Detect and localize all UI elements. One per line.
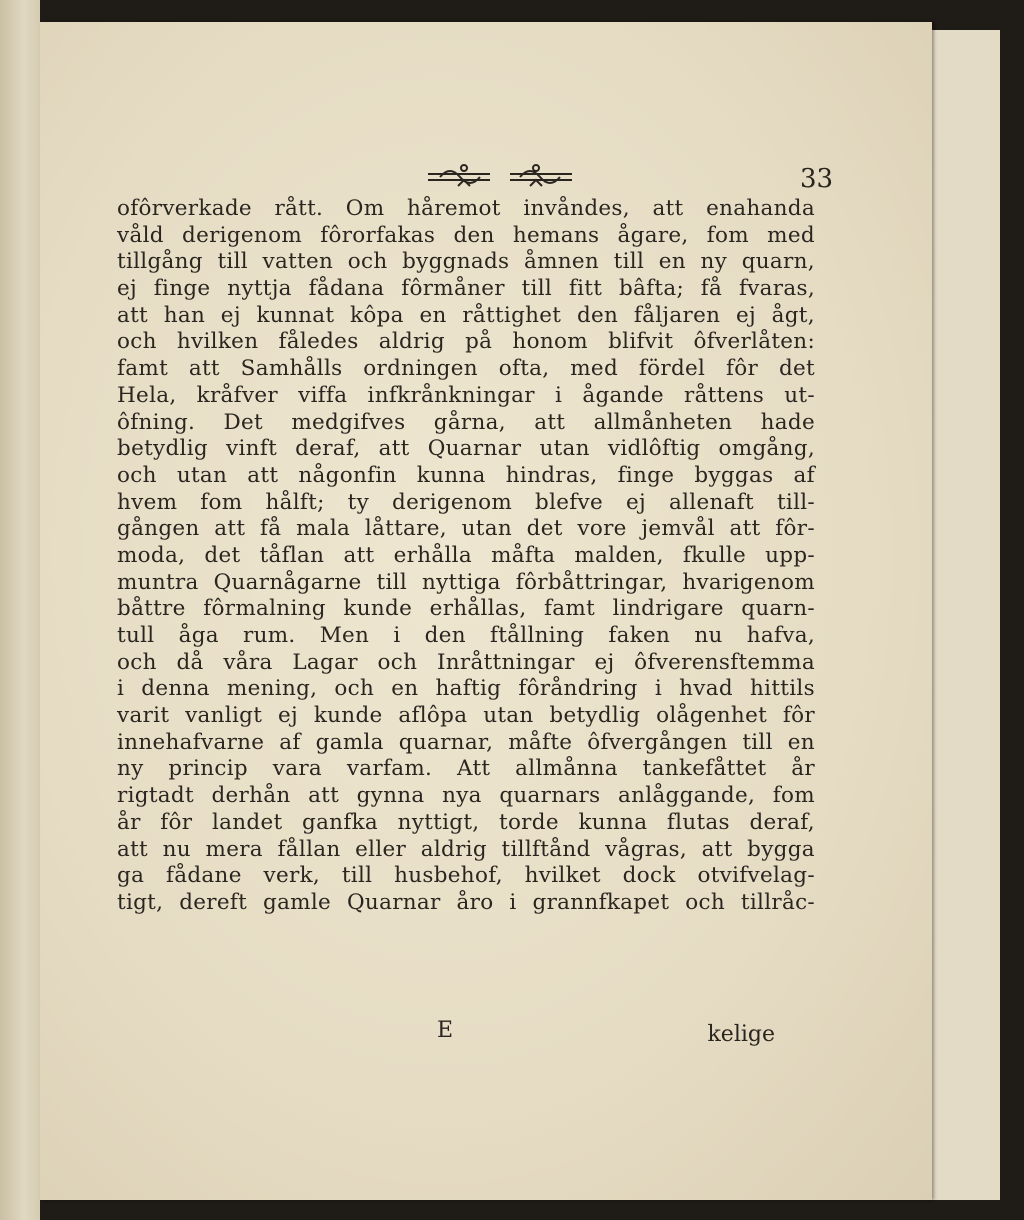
catchword: kelige: [707, 1022, 775, 1047]
text-line: tillgång till vatten och byggnads åmnen till en ny quarn,: [117, 249, 815, 275]
text-line: i denna mening, och en haftig fôråndring i hvad hittils: [117, 676, 815, 702]
text-line: famt att Samhålls ordningen ofta, med fördel fôr det: [117, 356, 815, 382]
underlying-page-edge: [920, 30, 1000, 1200]
text-line: innehafvarne af gamla quarnar, måfte ôfvergången till en: [117, 729, 815, 755]
text-line: att han ej kunnat kôpa en råttighet den fåljaren ej ågt,: [117, 302, 815, 328]
text-line: varit vanligt ej kunde aflôpa utan betydlig olågenhet fôr: [117, 703, 815, 729]
text-line: Hela, kråfver viffa infkrånkningar i ågande råttens ut-: [117, 382, 815, 408]
text-line: ofôrverkade rått. Om håremot invåndes, att enahanda: [117, 196, 815, 221]
text-line: och utan att någonfin kunna hindras, finge byggas af: [117, 462, 815, 488]
text-line: tull åga rum. Men i den ftållning faken nu hafva,: [117, 623, 815, 648]
printer-ornament-icon: [420, 160, 580, 194]
page-footer: [117, 1018, 815, 1048]
text-line: och då våra Lagar och Inråttningar ej ôfverensftemma: [117, 649, 815, 675]
text-line: rigtadt derhån att gynna nya quarnars anlåggande, fom: [117, 783, 815, 809]
text-line: ej finge nyttja fådana fôrmåner till fitt bâfta; få fvaras,: [117, 276, 815, 302]
text-line: våld derigenom fôrorfakas den hemans ågare, fom med: [117, 222, 815, 248]
text-line: muntra Quarnågarne till nyttiga fôrbåttringar, hvarigenom: [117, 569, 815, 595]
text-line: år fôr landet ganfka nyttigt, torde kunna flutas deraf,: [117, 809, 815, 835]
facing-page-edge: [0, 0, 40, 1220]
text-line: ga fådane verk, till husbehof, hvilket dock otvifvelag-: [117, 863, 815, 889]
text-line: båttre fôrmalning kunde erhållas, famt lindrigare quarn-: [117, 596, 815, 622]
text-line: tigt, dereft gamle Quarnar åro i grannfkapet och tillråc-: [117, 889, 815, 915]
text-line: ny princip vara varfam. Att allmånna tankefåttet år: [117, 756, 815, 782]
text-line: ôfning. Det medgifves gårna, att allmånheten hade: [117, 409, 815, 435]
text-line: att nu mera fållan eller aldrig tillftånd vågras, att bygga: [117, 836, 815, 862]
text-line: och hvilken fåledes aldrig på honom blifvit ôfverlåten:: [117, 329, 815, 355]
text-line: hvem fom hålft; ty derigenom blefve ej allenaft till-: [117, 489, 815, 515]
text-line: gången att få mala låttare, utan det vore jemvål att fôr-: [117, 516, 815, 542]
text-line: moda, det tåflan att erhålla måfta malden, fkulle upp-: [117, 542, 815, 568]
text-line: betydlig vinft deraf, att Quarnar utan vidlôftig omgång,: [117, 436, 815, 462]
page-number: 33: [800, 164, 834, 194]
body-text: [117, 196, 815, 917]
signature-mark: E: [437, 1018, 454, 1043]
